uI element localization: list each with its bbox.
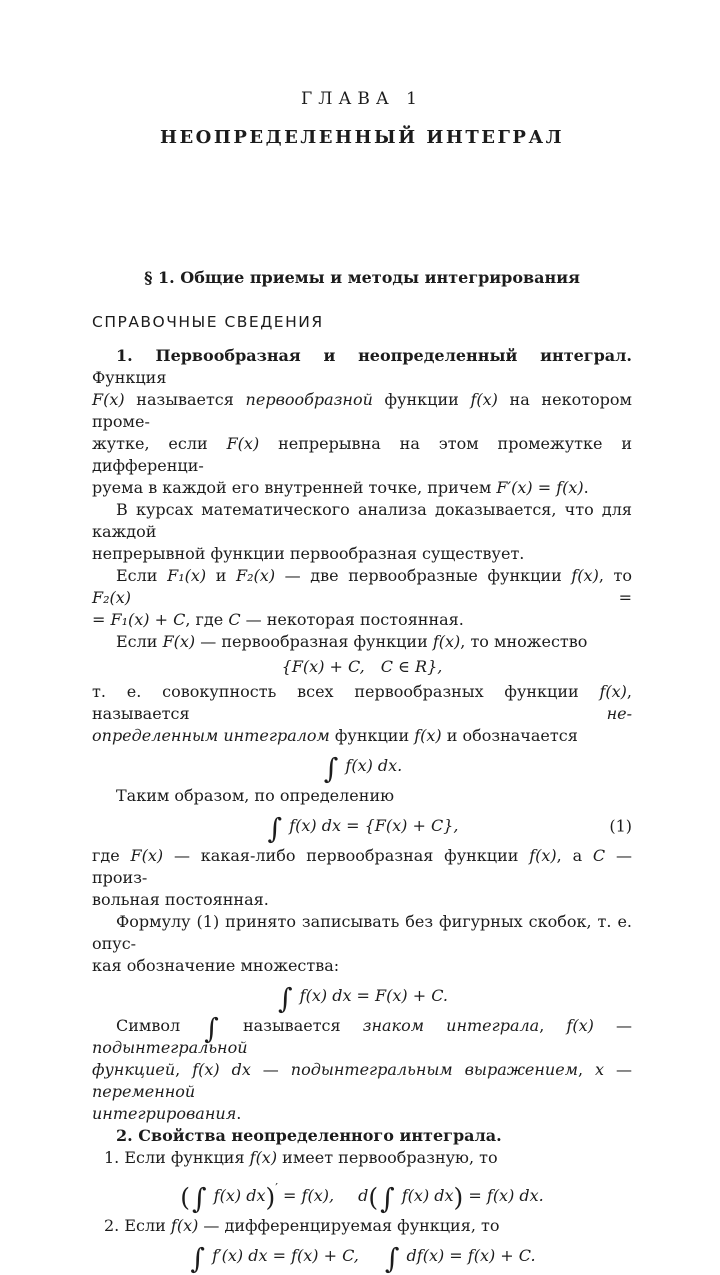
text-line — [92, 1147, 632, 1169]
text-segment: — произ- — [92, 846, 632, 887]
text-segment: f(x) — [432, 632, 461, 651]
text-segment: f(x) — [170, 1216, 199, 1235]
text-segment: , — [175, 1060, 193, 1079]
text-segment: Формулу (1) принято записывать без фигурных скобок, т. е. опус- — [92, 912, 632, 953]
text-segment: F(x) — [162, 632, 196, 651]
subsection-heading — [92, 1125, 632, 1147]
text-line — [92, 477, 632, 499]
text-segment: ( — [368, 1183, 379, 1212]
integral-sign: ∫ — [380, 1182, 395, 1215]
text-segment: x — [595, 1060, 605, 1079]
text-segment — [359, 1246, 383, 1265]
text-segment: первообразной — [245, 390, 373, 409]
text-segment: вольная постоянная. — [92, 890, 269, 909]
text-line — [92, 955, 632, 977]
text-segment: , то множество — [460, 632, 588, 651]
text-segment: f(x) — [414, 726, 442, 745]
text-segment: f(x) dx — [396, 1186, 454, 1205]
text-line — [92, 1059, 632, 1103]
text-segment: , называется — [92, 682, 632, 723]
text-segment: и — [206, 566, 237, 585]
integral-sign: ∫ — [278, 982, 293, 1015]
integral-sign: ∫ — [267, 812, 283, 845]
equation-1-row — [92, 810, 632, 845]
text-segment: интегрирования — [92, 1104, 237, 1123]
text-line — [92, 609, 632, 631]
text-segment: f(x) — [566, 1016, 594, 1035]
text-segment: f(x) — [529, 846, 557, 865]
text-segment: руема в каждой его внутренней точке, причем — [92, 478, 497, 497]
text-segment: ( — [180, 1183, 190, 1212]
text-segment: Функция — [92, 368, 167, 387]
text-segment: F(x) — [226, 434, 260, 453]
equation-number: (1) — [609, 816, 632, 836]
text-line — [92, 889, 632, 911]
text-line — [92, 725, 632, 747]
text-segment: на некотором проме- — [92, 390, 633, 431]
text-segment: Если — [116, 632, 163, 651]
text-segment: 2. Свойства неопределенного интеграла. — [116, 1126, 502, 1145]
text-segment: переменной — [92, 1082, 196, 1101]
integral-sign: ∫ — [384, 1242, 400, 1275]
text-segment: = f(x), — [277, 1186, 335, 1205]
text-segment — [334, 1186, 358, 1205]
text-segment: т. е. совокупность всех первообразных функции — [92, 682, 600, 701]
reference-heading: СПРАВОЧНЫЕ СВЕДЕНИЯ — [92, 313, 324, 331]
text-segment: d — [358, 1186, 369, 1205]
text-segment: функцией — [92, 1060, 176, 1079]
text-segment: F₂(x) = — [92, 588, 632, 607]
text-segment: Таким образом, по определению — [116, 786, 395, 805]
text-segment: C — [592, 846, 606, 865]
chapter-title: НЕОПРЕДЕЛЕННЫЙ ИНТЕГРАЛ — [159, 127, 565, 148]
text-line — [92, 499, 632, 543]
text-line — [92, 631, 632, 653]
text-segment: f(x) dx — [192, 1060, 251, 1079]
text-segment: . — [236, 1104, 242, 1123]
text-line — [92, 845, 632, 889]
section-heading: § 1. Общие приемы и методы интегрирования — [144, 268, 580, 287]
text-segment: определенным интегралом — [92, 726, 330, 745]
text-segment: имеет первообразную, то — [277, 1148, 498, 1167]
text-line — [92, 345, 632, 389]
text-segment: подынтегральным выражением — [290, 1060, 578, 1079]
integral-sign: ∫ — [192, 1182, 207, 1215]
text-segment: — — [604, 1060, 633, 1079]
text-segment: — первообразная функции — [195, 632, 433, 651]
text-segment: F′(x) = f(x) — [496, 478, 584, 497]
text-segment: В курсах математического анализа доказывается, что для каждой — [92, 500, 632, 541]
text-line — [92, 543, 632, 565]
text-segment: f(x) — [470, 390, 498, 409]
text-line — [92, 389, 632, 433]
text-segment: называется — [220, 1016, 363, 1035]
text-segment: F(x) — [92, 390, 125, 409]
text-segment: — некоторая постоянная. — [240, 610, 464, 629]
text-line — [92, 911, 632, 955]
text-segment: = F₁(x) + C — [92, 610, 186, 629]
formula-property-2 — [92, 1240, 632, 1275]
text-segment: f(x) dx — [208, 1186, 266, 1205]
text-line — [92, 433, 632, 477]
text-segment: f(x) — [571, 566, 599, 585]
text-segment: функции — [329, 726, 415, 745]
text-line — [92, 785, 632, 807]
text-segment: ′ — [275, 1181, 278, 1195]
integral-sign: ∫ — [204, 1012, 219, 1045]
text-segment: непрерывна на этом промежутке и дифференци- — [92, 434, 632, 475]
text-segment: f(x) dx = F(x) + C. — [294, 986, 448, 1005]
text-segment: C — [228, 610, 241, 629]
text-segment: 1. Первообразная и неопределенный интеграл. — [116, 346, 632, 365]
text-segment: F₁(x) — [167, 566, 207, 585]
text-segment: , — [539, 1016, 567, 1035]
text-segment: f(x) — [599, 682, 627, 701]
text-segment: , где — [185, 610, 229, 629]
text-segment: и обозначается — [441, 726, 578, 745]
formula-property-1 — [92, 1172, 632, 1215]
text-segment: кая обозначение множества: — [92, 956, 340, 975]
text-segment: f′(x) dx = f(x) + C, — [207, 1246, 359, 1265]
text-segment: f(x) — [249, 1148, 278, 1167]
text-segment: ) — [453, 1183, 464, 1212]
text-segment: Если — [116, 566, 168, 585]
text-segment: не- — [606, 704, 632, 723]
text-segment: жутке, если — [92, 434, 227, 453]
text-segment: df(x) = f(x) + C. — [401, 1246, 536, 1265]
text-segment: ) — [265, 1183, 276, 1212]
text-segment: — дифференцируемая функция, то — [198, 1216, 500, 1235]
text-line — [92, 681, 632, 725]
text-segment: F(x) — [130, 846, 164, 865]
chapter-label: ГЛАВА 1 — [301, 89, 423, 109]
formula-antiderivative-set — [92, 655, 632, 679]
integral-sign: ∫ — [323, 752, 339, 785]
text-segment: = f(x) dx. — [463, 1186, 544, 1205]
text-segment: {F(x) + C, C ∈ R}, — [281, 657, 443, 676]
text-segment: — — [593, 1016, 633, 1035]
formula-integral-notation — [92, 750, 632, 785]
text-segment: , то — [598, 566, 633, 585]
body-text — [92, 345, 633, 1275]
integral-sign: ∫ — [190, 1242, 206, 1275]
text-segment: знаком интеграла — [362, 1016, 540, 1035]
text-line — [92, 1103, 632, 1125]
text-segment: . — [583, 478, 589, 497]
text-line — [92, 1012, 633, 1059]
text-segment: Символ — [116, 1016, 203, 1035]
text-segment: называется — [124, 390, 246, 409]
text-segment: , а — [556, 846, 593, 865]
text-segment: f(x) dx. — [340, 756, 403, 775]
text-segment: подынтегральной — [92, 1038, 248, 1057]
text-segment: где — [92, 846, 131, 865]
text-segment: — две первообразные функции — [275, 566, 572, 585]
text-line — [92, 1215, 632, 1237]
text-segment: непрерывной функции первообразная существует. — [92, 544, 525, 563]
text-line — [92, 565, 632, 609]
text-segment: 2. Если — [104, 1216, 171, 1235]
text-segment: — какая-либо первообразная функции — [163, 846, 530, 865]
text-segment: , — [577, 1060, 596, 1079]
text-segment: 1. Если функция — [104, 1148, 250, 1167]
formula-equation-1 — [92, 810, 632, 845]
text-segment: F₂(x) — [236, 566, 276, 585]
text-segment: f(x) dx = {F(x) + C}, — [284, 816, 459, 835]
formula-integral-no-braces — [92, 980, 632, 1015]
text-segment: — — [250, 1060, 291, 1079]
text-segment: функции — [372, 390, 471, 409]
